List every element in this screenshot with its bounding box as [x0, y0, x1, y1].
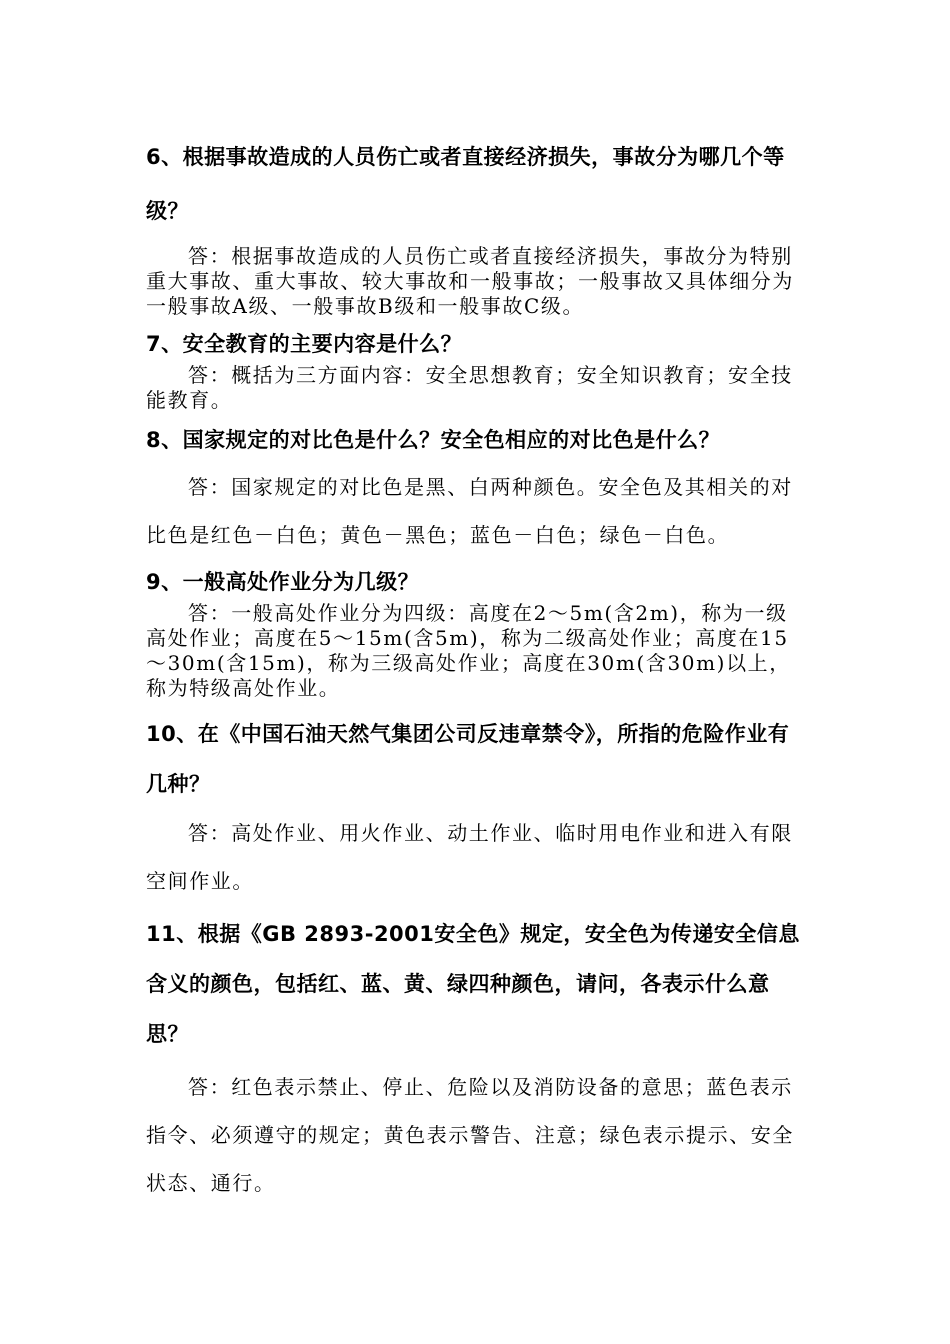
question-9: 9、一般高处作业分为几级？	[146, 570, 420, 594]
answer-9: 答：一般高处作业分为四级：高度在2～5m(含2m)，称为一级高处作业；高度在5～15m(含5m)，称为二级高处作业；高度在15～30m(含15m)，称为三级高处作业；高度在30m(含30m)以上，称为特级高处作业。	[146, 601, 791, 700]
answer-6: 答：根据事故造成的人员伤亡或者直接经济损失，事故分为特别重大事故、重大事故、较大事故和一般事故；一般事故又具体细分为一般事故A级、一般事故B级和一般事故C级。	[146, 244, 794, 318]
question-8: 8、国家规定的对比色是什么？安全色相应的对比色是什么？	[146, 428, 721, 452]
question-11: 11、根据《GB 2893-2001安全色》规定，安全色为传递安全信息含义的颜色，包括红、蓝、黄、绿四种颜色，请问，各表示什么意思？	[146, 922, 800, 1046]
document-page	[146, 130, 806, 1207]
answer-8: 答：国家规定的对比色是黑、白两种颜色。安全色及其相关的对比色是红色－白色；黄色－黑色；蓝色－白色；绿色－白色。	[146, 475, 793, 547]
answer-11: 答：红色表示禁止、停止、危险以及消防设备的意思；蓝色表示指令、必须遵守的规定；黄色表示警告、注意；绿色表示提示、安全状态、通行。	[146, 1075, 794, 1195]
answer-10: 答：高处作业、用火作业、动土作业、临时用电作业和进入有限空间作业。	[146, 821, 793, 893]
question-6: 6、根据事故造成的人员伤亡或者直接经济损失，事故分为哪几个等级？	[146, 145, 785, 223]
answer-7: 答：概括为三方面内容：安全思想教育；安全知识教育；安全技能教育。	[146, 363, 793, 412]
question-7: 7、安全教育的主要内容是什么？	[146, 332, 463, 356]
question-10: 10、在《中国石油天然气集团公司反违章禁令》，所指的危险作业有几种？	[146, 722, 790, 796]
